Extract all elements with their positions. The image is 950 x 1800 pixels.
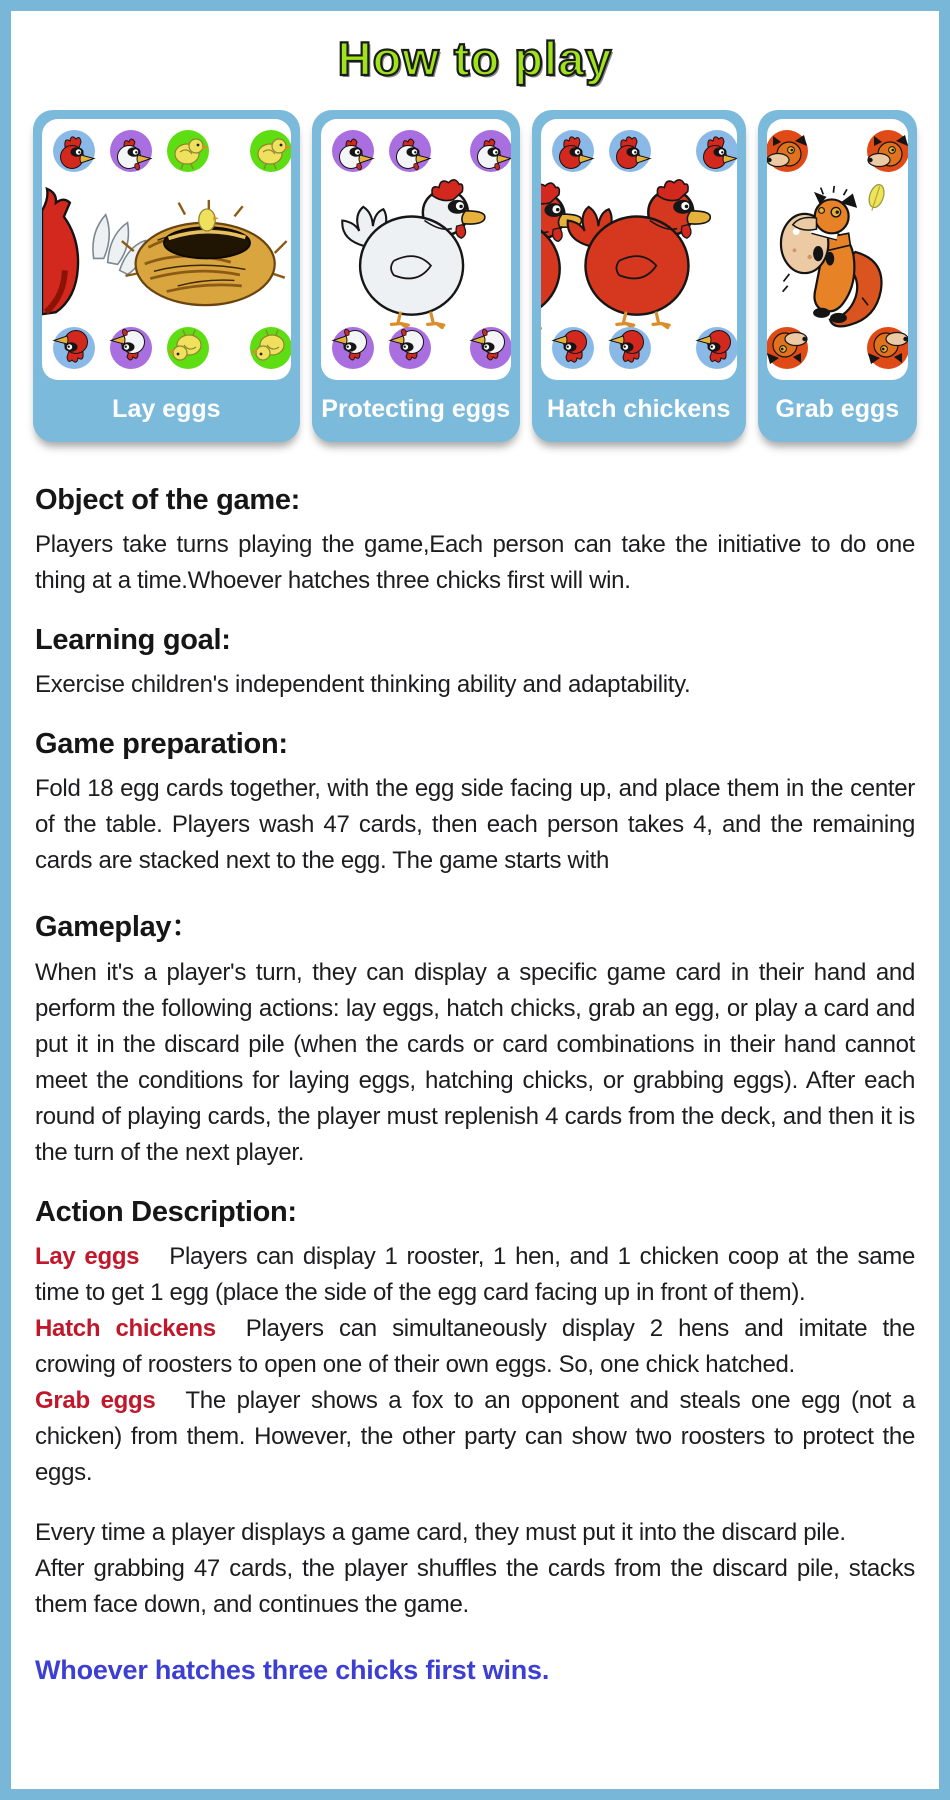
card-label: Lay eggs <box>112 394 221 423</box>
rooster-icon <box>695 326 737 370</box>
action-grab-eggs <box>35 1383 915 1491</box>
heading-gameplay: Gameplay： <box>35 911 200 943</box>
action-label-hatch-chickens: Hatch chickens <box>35 1315 216 1342</box>
action-label-grab-eggs: Grab eggs <box>35 1387 156 1414</box>
action-lay-eggs <box>35 1239 915 1311</box>
heading-action-description: Action Description: <box>35 1196 297 1228</box>
paragraph-discard-rule: Every time a player displays a game card, they must put it into the discard pile. <box>35 1519 846 1546</box>
paragraph-object-of-game: Players take turns playing the game,Each person can take the initiative to do one thing at a time.Whoever hatches three chicks first will win. <box>35 531 915 594</box>
card-label: Hatch chickens <box>547 394 731 423</box>
card-face <box>321 119 511 380</box>
action-label-lay-eggs: Lay eggs <box>35 1243 140 1270</box>
action-text-grab-eggs: The player shows a fox to an opponent and steals one egg (not a chicken) from them. However, the other party can show two roosters to protect the eggs. <box>35 1387 915 1486</box>
rooster-icon <box>551 129 595 173</box>
chick-icon <box>249 129 291 173</box>
fox-icon <box>866 326 908 370</box>
fox-icon <box>767 129 809 173</box>
rooster-icon <box>608 326 652 370</box>
rooster-icon <box>52 326 96 370</box>
card-lay-eggs <box>33 110 300 442</box>
action-text-hatch-chickens: Players can simultaneously display 2 hens and imitate the crowing of roosters to open one of their own eggs. So, one chick hatched. <box>35 1315 916 1378</box>
card-label: Grab eggs <box>775 394 900 423</box>
heading-learning-goal: Learning goal: <box>35 624 231 656</box>
hen-icon <box>109 326 153 370</box>
rooster-icon <box>551 326 595 370</box>
hen-icon <box>469 326 511 370</box>
fox-illustration <box>767 169 908 334</box>
heading-object-of-game: Object of the game: <box>35 484 300 516</box>
heading-game-preparation: Game preparation: <box>35 728 288 760</box>
paragraph-learning-goal: Exercise children's independent thinking ability and adaptability. <box>35 671 691 698</box>
red-hen-illustration <box>541 169 737 334</box>
hen-icon <box>109 129 153 173</box>
page-title: How to play <box>337 32 613 85</box>
paragraph-gameplay: When it's a player's turn, they can display a specific game card in their hand and perform the following actions: lay eggs, hatch chicks, grab an egg, or play a card and put it in the discard pile (when the cards or card combinations in their hand cannot meet the conditions for laying eggs, hatching chicks, or grabbing eggs). After each round of playing cards, the player must replenish 4 cards from the deck, and then it is the turn of the next player. <box>35 959 915 1166</box>
action-text-lay-eggs: Players can display 1 rooster, 1 hen, and 1 chicken coop at the same time to get 1 egg (place the side of the egg card facing up in front of them). <box>35 1243 915 1306</box>
fox-icon <box>866 129 908 173</box>
paragraph-game-preparation: Fold 18 egg cards together, with the egg side facing up, and place them in the center of the table. Players wash 47 cards, then each person takes 4, and the remaining cards are stacked next to the egg. The game starts with <box>35 775 915 874</box>
card-face <box>42 119 291 380</box>
card-face <box>541 119 737 380</box>
chick-icon <box>166 326 210 370</box>
nest-illustration <box>42 169 291 334</box>
hen-icon <box>388 129 432 173</box>
closing-line: Whoever hatches three chicks first wins. <box>35 1655 550 1685</box>
hen-icon <box>469 129 511 173</box>
hen-icon <box>388 326 432 370</box>
card-grab-eggs <box>758 110 917 442</box>
fox-icon <box>767 326 809 370</box>
paragraph-reshuffle-rule: After grabbing 47 cards, the player shuffles the cards from the discard pile, stacks them face down, and continues the game. <box>35 1555 915 1618</box>
card-label: Protecting eggs <box>321 394 511 423</box>
rooster-icon <box>695 129 737 173</box>
hen-icon <box>331 129 375 173</box>
rooster-icon <box>608 129 652 173</box>
card-face <box>767 119 908 380</box>
rooster-icon <box>52 129 96 173</box>
card-protecting-eggs <box>312 110 520 442</box>
card-hatch-chickens <box>532 110 746 442</box>
cards-row <box>33 110 917 442</box>
instructions <box>33 484 917 1686</box>
white-hen-illustration <box>321 169 511 334</box>
discard-rules <box>35 1515 915 1623</box>
action-hatch-chickens <box>35 1311 915 1383</box>
chick-icon <box>166 129 210 173</box>
chick-icon <box>249 326 291 370</box>
hen-icon <box>331 326 375 370</box>
